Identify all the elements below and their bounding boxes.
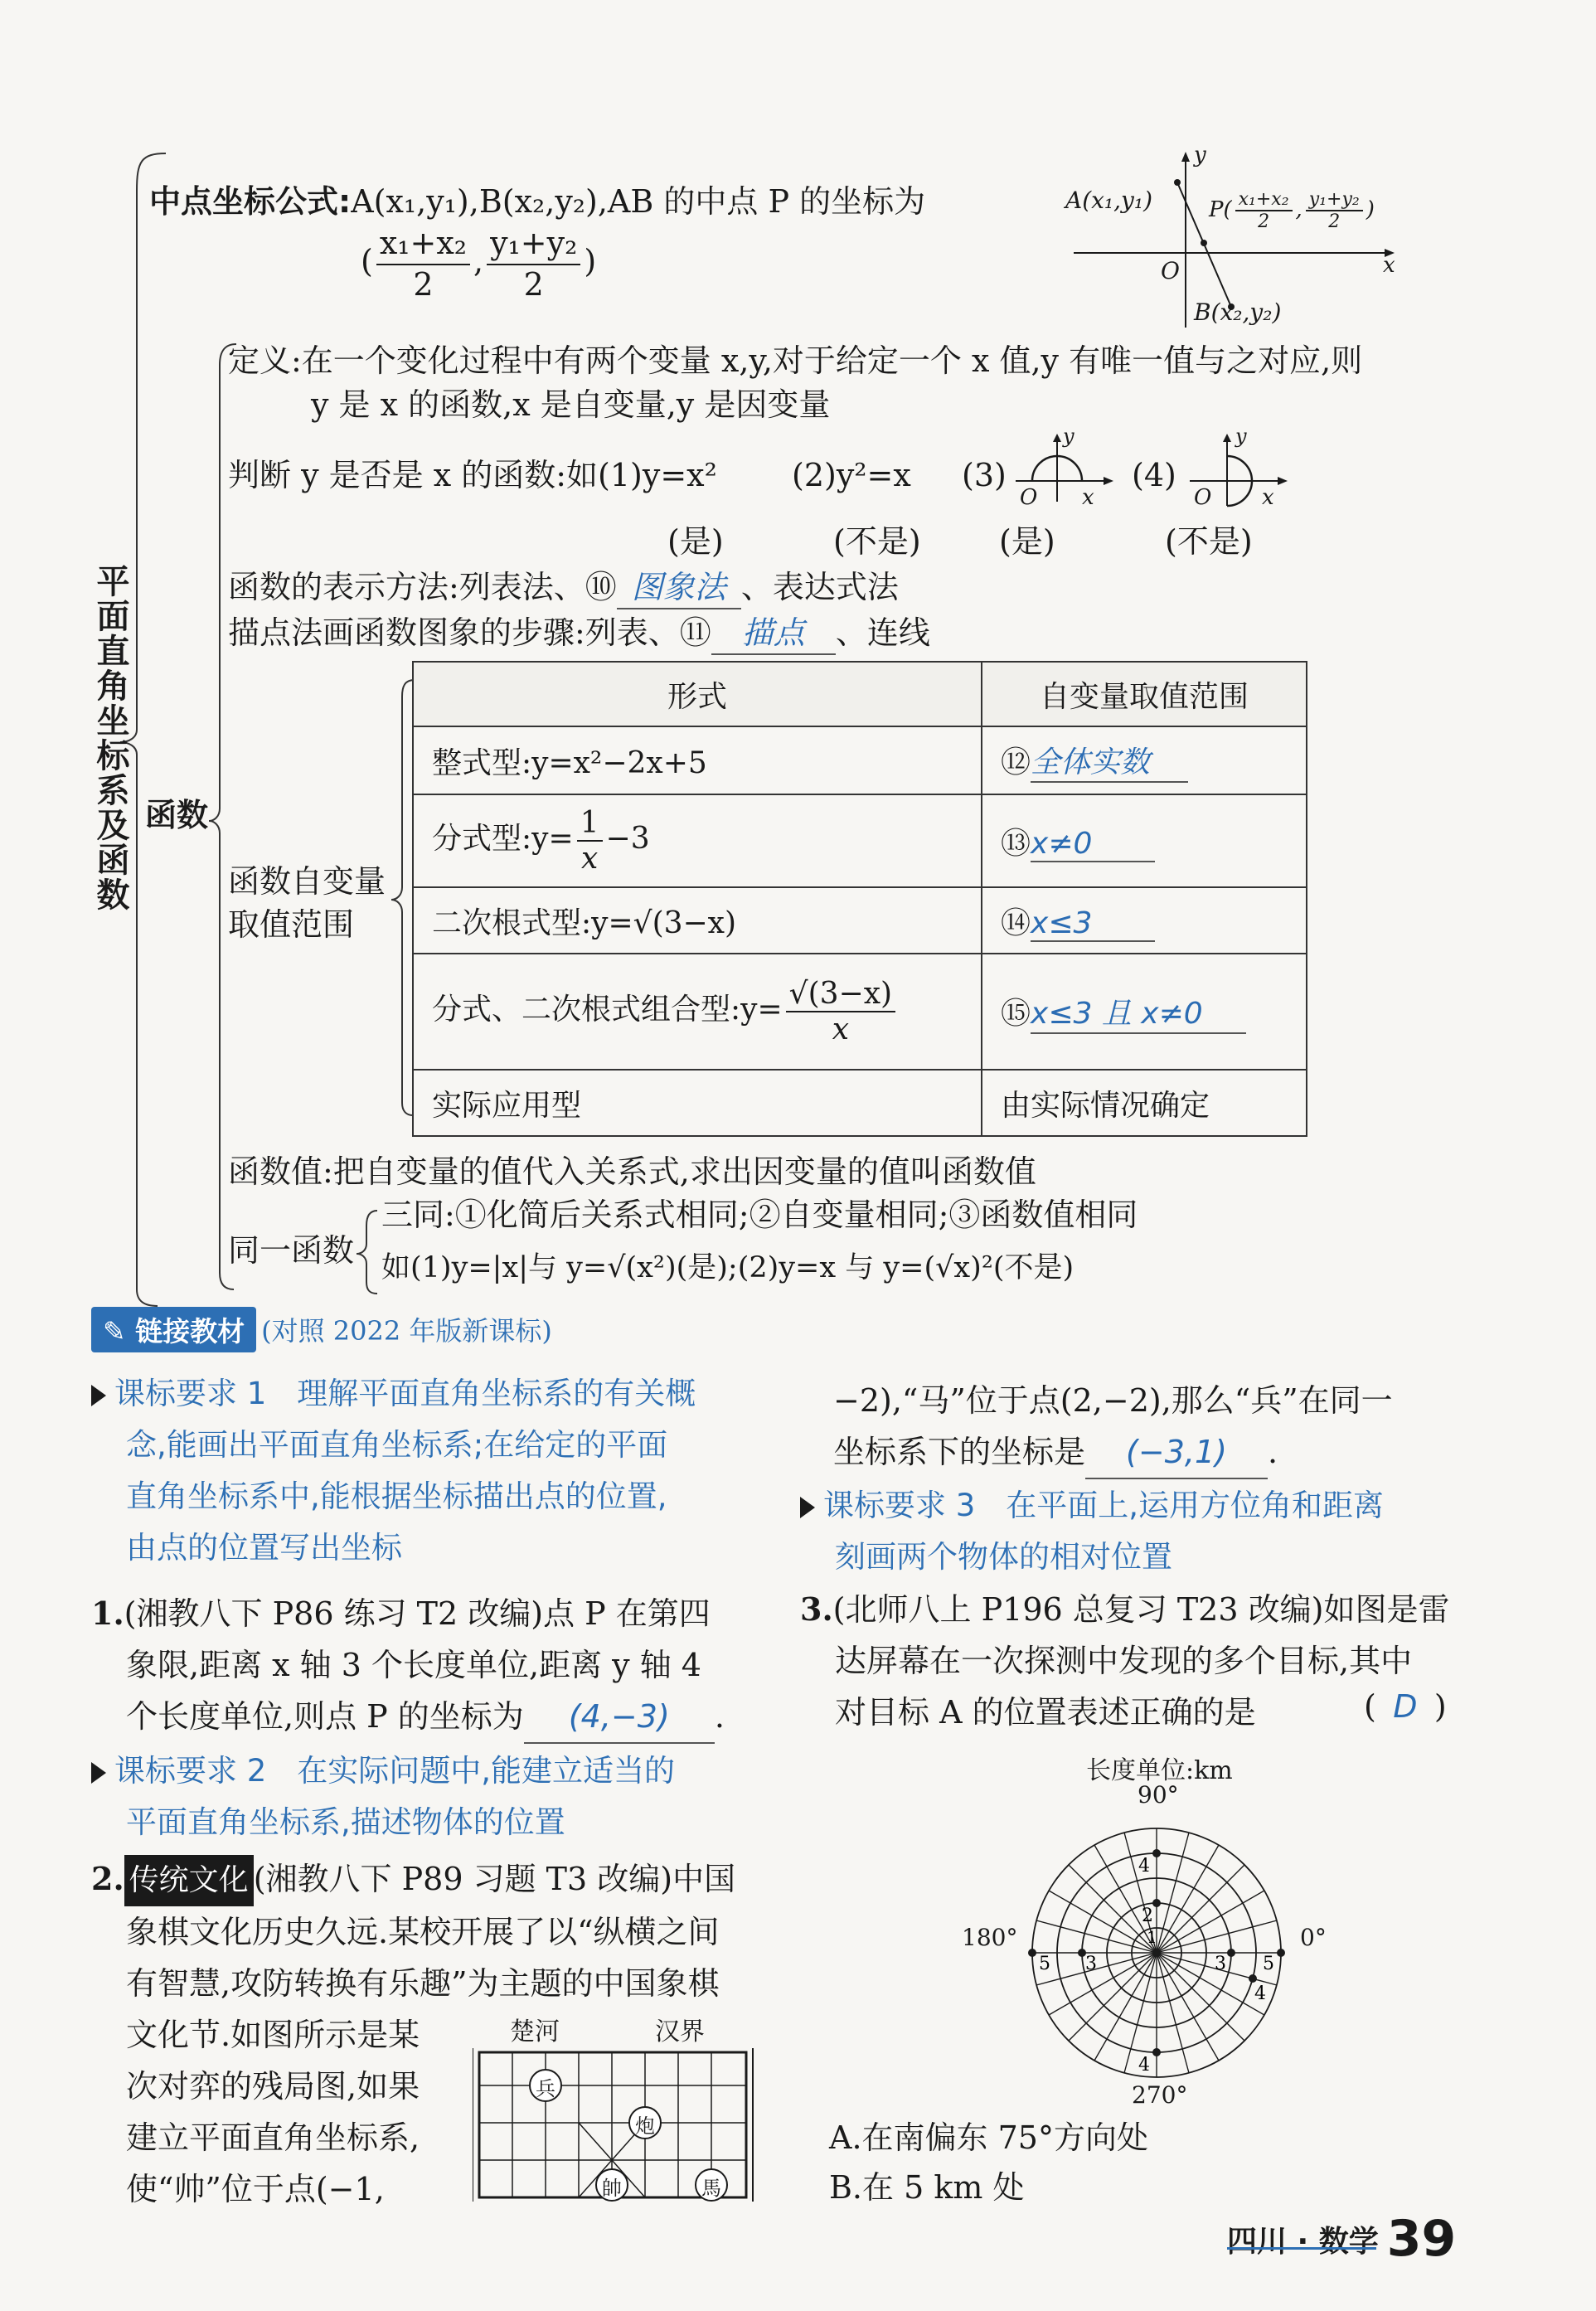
question-3: 3.(北师八上 P196 总复习 T23 改编)如图是雷 达屏幕在一次探测中发现的多个目标,其中 对目标 A 的位置表述正确的是	[800, 1590, 1450, 1731]
footer-region: 四川 · 数学	[1227, 2224, 1379, 2259]
same-function-label: 同一函数	[228, 1232, 355, 1269]
range-answer-applied: 由实际情况确定	[982, 1070, 1307, 1136]
judge-answer-4: (不是)	[1165, 523, 1253, 560]
svg-text:4: 4	[1138, 1856, 1150, 1876]
midpoint-formula	[149, 182, 925, 222]
footer-underline	[1227, 2247, 1376, 2250]
range-answer-cell: ⑬x≠0	[982, 794, 1307, 887]
board-han-jie: 汉界	[655, 2017, 705, 2046]
svg-text:4: 4	[1254, 1983, 1266, 2004]
table-row	[413, 1070, 1307, 1136]
svg-text:4: 4	[1138, 2055, 1150, 2076]
requirement-2: 课标要求 2 在实际问题中,能建立适当的 平面直角坐标系,描述物体的位置	[91, 1745, 771, 1848]
judge4-y-label: y	[1235, 425, 1247, 448]
svg-text:3: 3	[1215, 1954, 1226, 1974]
q1-answer: (4,−3)	[524, 1691, 715, 1744]
range-form-combined: 分式、二次根式组合型:y= $\frac{√(3-x)}{x}$	[413, 954, 982, 1070]
svg-text:3: 3	[1085, 1954, 1097, 1974]
midpoint-x-axis-label: x	[1383, 253, 1395, 278]
table-row	[413, 954, 1307, 1070]
range-header-form: 形式	[413, 662, 982, 726]
question-2-continued: −2),“马”位于点(2,−2),那么“兵”在同一 坐标系下的坐标是 (−3,1) .	[833, 1375, 1393, 1479]
svg-text:5: 5	[1263, 1954, 1274, 1974]
range-form-integral: 整式型:y=x²−2x+5	[413, 726, 982, 794]
q3-answer: D	[1393, 1688, 1418, 1725]
range-answer-15: x≤3 且 x≠0	[1031, 990, 1246, 1034]
same-function-line2: 如(1)y=|x|与 y=√(x²)(是);(2)y=x 与 y=(√x)²(不是)	[381, 1251, 1075, 1284]
plotting-line: 描点法画函数图象的步骤:列表、⑪ 描点 、连线	[228, 614, 930, 655]
link-badge: ✎ 链接教材	[91, 1307, 256, 1352]
link-note: (对照 2022 年版新课标)	[261, 1315, 552, 1347]
radar-screen	[1016, 1812, 1298, 2094]
range-answer-14: x≤3	[1031, 906, 1155, 942]
sidebar-title: 平面直角坐标系及函数	[91, 564, 130, 912]
range-form-radical: 二次根式型:y=√(3−x)	[413, 887, 982, 954]
svg-text:5: 5	[1039, 1954, 1050, 1974]
q3-answer-bracket: ( D )	[1364, 1687, 1447, 1727]
requirement-3: 课标要求 3 在平面上,运用方位角和距离 刻画两个物体的相对位置	[800, 1480, 1497, 1583]
radar-deg-0: 0°	[1300, 1924, 1327, 1951]
judge3-x-label: x	[1082, 485, 1094, 510]
judge-item4: (4)	[1132, 457, 1176, 493]
page-footer	[1227, 2210, 1456, 2268]
judge4-x-label: x	[1262, 485, 1274, 510]
midpoint-text: A(x₁,y₁),B(x₂,y₂),AB 的中点 P 的坐标为	[351, 183, 926, 220]
same-function-line1: 三同:①化简后关系式相同;②自变量相同;③函数值相同	[381, 1197, 1138, 1233]
midpoint-result: ( $\frac{\text{x₁+x₂}}{2}$ , $\frac{\text{y₁+y₂}}{2}$ )	[361, 225, 597, 303]
range-answer-cell: ⑫全体实数	[982, 726, 1307, 794]
definition-line2: y 是 x 的函数,x 是自变量,y 是因变量	[311, 386, 831, 423]
link-textbook-header	[91, 1308, 552, 1350]
judge-item3: (3)	[962, 457, 1007, 493]
pencil-icon: ✎	[103, 1314, 136, 1347]
range-answer-13: x≠0	[1031, 827, 1155, 862]
range-label-line2: 取值范围	[228, 906, 355, 943]
midpoint-label: 中点坐标公式:	[149, 183, 352, 220]
radar-unit: 长度单位:km	[1086, 1756, 1233, 1785]
question-1: 1.(湘教八下 P86 练习 T2 改编)点 P 在第四 象限,距离 x 轴 3 个长度单位,距离 y 轴 4 个长度单位,则点 P 的坐标为 (4,−3) .	[91, 1588, 725, 1744]
range-form-fraction: 分式型:y= $\frac{1}{x}$ −3	[413, 794, 982, 887]
midpoint-origin-label: O	[1161, 257, 1180, 284]
chess-piece-ma: 馬	[701, 2177, 721, 2200]
range-form-applied: 实际应用型	[413, 1070, 982, 1136]
range-answer-cell: ⑮x≤3 且 x≠0	[982, 954, 1307, 1070]
midpoint-point-a: A(x₁,y₁)	[1065, 187, 1153, 214]
q3-option-b: B.在 5 km 处	[829, 2169, 1025, 2206]
function-value-line: 函数值:把自变量的值代入关系式,求出因变量的值叫函数值	[228, 1153, 1036, 1190]
requirement-1: 课标要求 1 理解平面直角坐标系的有关概 念,能画出平面直角坐标系;在给定的平面 直角坐标系中,能根据坐标描出点的位置, 由点的位置写出坐标	[91, 1368, 771, 1574]
function-label: 函数	[145, 797, 209, 833]
q3-option-a: A.在南偏东 75°方向处	[829, 2119, 1148, 2156]
judge4-origin: O	[1194, 485, 1212, 510]
culture-tag: 传统文化	[124, 1855, 254, 1906]
chess-piece-bing: 兵	[536, 2077, 555, 2100]
chess-piece-pao: 炮	[635, 2114, 655, 2138]
q2-answer: (−3,1)	[1085, 1426, 1268, 1479]
table-row	[413, 726, 1307, 794]
table-row	[413, 887, 1307, 954]
range-answer-12: 全体实数	[1031, 739, 1188, 783]
judge-item2: (2)y²=x	[792, 457, 911, 493]
range-label-line1: 函数自变量	[228, 863, 386, 900]
judge3-y-label: y	[1063, 425, 1075, 448]
judge-answer-3: (是)	[999, 523, 1055, 560]
midpoint-y-axis-label: y	[1194, 143, 1206, 167]
chess-piece-shuai: 帥	[602, 2177, 622, 2200]
definition-line1: 定义:在一个变化过程中有两个变量 x,y,对于给定一个 x 值,y 有唯一值与之对应,则	[228, 342, 1363, 379]
judge-text: 判断 y 是否是 x 的函数:如(1)y=x²	[228, 457, 717, 493]
question-2: 2. 传统文化 (湘教八下 P89 习题 T3 改编)中国 象棋文化历史久远.某校开展了以“纵横之间 有智慧,攻防转换有乐趣”为主题的中国象棋 文化节.如图所示是某 次对弈的残局图,如果 建立平面直角坐标系, 使“帅”位于点(−1,	[91, 1853, 735, 2215]
board-chu-he: 楚河	[510, 2017, 560, 2046]
radar-deg-180: 180°	[962, 1924, 1018, 1951]
midpoint-point-b: B(x₂,y₂)	[1194, 299, 1282, 326]
plotting-answer: 描点	[711, 614, 836, 655]
judge-answer-2: (不是)	[833, 523, 921, 560]
representation-answer: 图象法	[617, 568, 741, 609]
radar-deg-90: 90°	[1138, 1781, 1179, 1809]
page-number: 39	[1386, 2210, 1457, 2268]
table-row	[413, 794, 1307, 887]
judge-answer-1: (是)	[667, 523, 724, 560]
svg-text:2: 2	[1142, 1906, 1153, 1926]
judge3-origin: O	[1020, 485, 1038, 510]
midpoint-point-p: P( $\frac{\text{x₁+x₂}}{2}$ , $\frac{\text{y₁+y₂}}{2}$ )	[1209, 189, 1375, 232]
range-header-range: 自变量取值范围	[982, 662, 1307, 726]
range-answer-cell: ⑭x≤3	[982, 887, 1307, 954]
radar-deg-270: 270°	[1132, 2081, 1188, 2109]
svg-text:1: 1	[1147, 1927, 1157, 1947]
representation-line: 函数的表示方法:列表法、⑩ 图象法 、表达式法	[228, 568, 899, 609]
range-table	[412, 661, 1307, 1137]
